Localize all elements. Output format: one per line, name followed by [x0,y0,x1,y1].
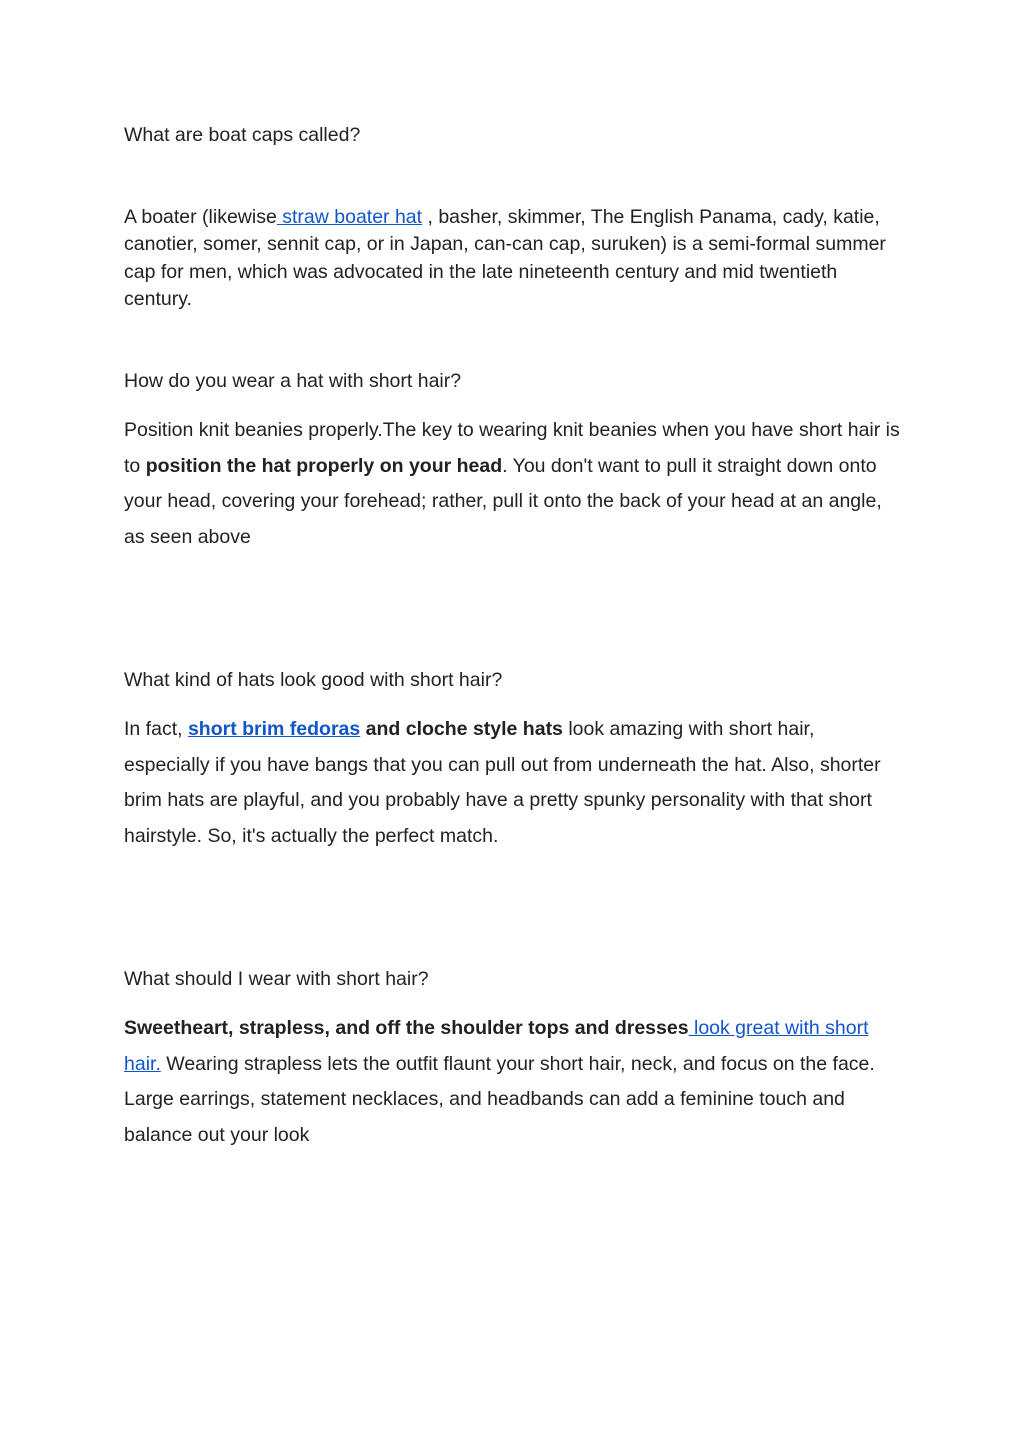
answer-text: . You don't want to pull it straight down onto your head, covering your forehead; rather, pull it onto the back of your head at an angle, as seen above [124,454,882,548]
answer-text: In fact, [124,718,188,740]
answer-text: look amazing with short hair, especially if you have bangs that you can pull out from underneath the hat. Also, shorter brim hats are playful, and you probably have a pretty spunky personality with that short hairstyle. So, it's actually the perfect match. [124,718,881,847]
look-great-link[interactable]: look great with short hair. [124,1017,869,1075]
question-heading-hat-kinds: What kind of hats look good with short hair? [124,669,503,691]
short-brim-fedoras-link[interactable] [188,718,360,740]
question-heading-boat-caps: What are boat caps called? [124,124,361,146]
answer-text: A boater (likewise [124,206,277,228]
answer-paragraph-hat-kinds [124,712,904,854]
answer-bold-text: position the hat properly on your head [145,454,503,477]
answer-paragraph-what-to-wear [124,1011,904,1153]
answer-text: Wearing strapless lets the outfit flaunt your short hair, neck, and focus on the face. Large earrings, statement necklaces, and headbands can add a feminine touch and balance out your look [124,1052,875,1146]
answer-text: Position knit beanies properly.The key to wearing knit beanies when you have short hair is to [124,419,900,477]
answer-bold-text: Sweetheart, strapless, and off the shoulder tops and dresses [124,1017,689,1039]
link-bold-text: short brim fedoras [187,718,361,740]
straw-boater-hat-link[interactable]: straw boater hat [276,206,423,228]
question-heading-short-hair-hat: How do you wear a hat with short hair? [124,370,462,392]
answer-paragraph-boat-caps [124,204,904,313]
answer-bold-text: and cloche style hats [360,718,563,740]
answer-paragraph-short-hair-hat [124,413,904,555]
answer-text: , basher, skimmer, The English Panama, cady, katie, canotier, somer, sennit cap, or in Japan, can-can cap, suruken) is a semi-formal summer cap for men, which was advocated in the late nineteenth century and mid twentieth century. [124,206,886,310]
question-heading-what-to-wear: What should I wear with short hair? [124,968,429,990]
